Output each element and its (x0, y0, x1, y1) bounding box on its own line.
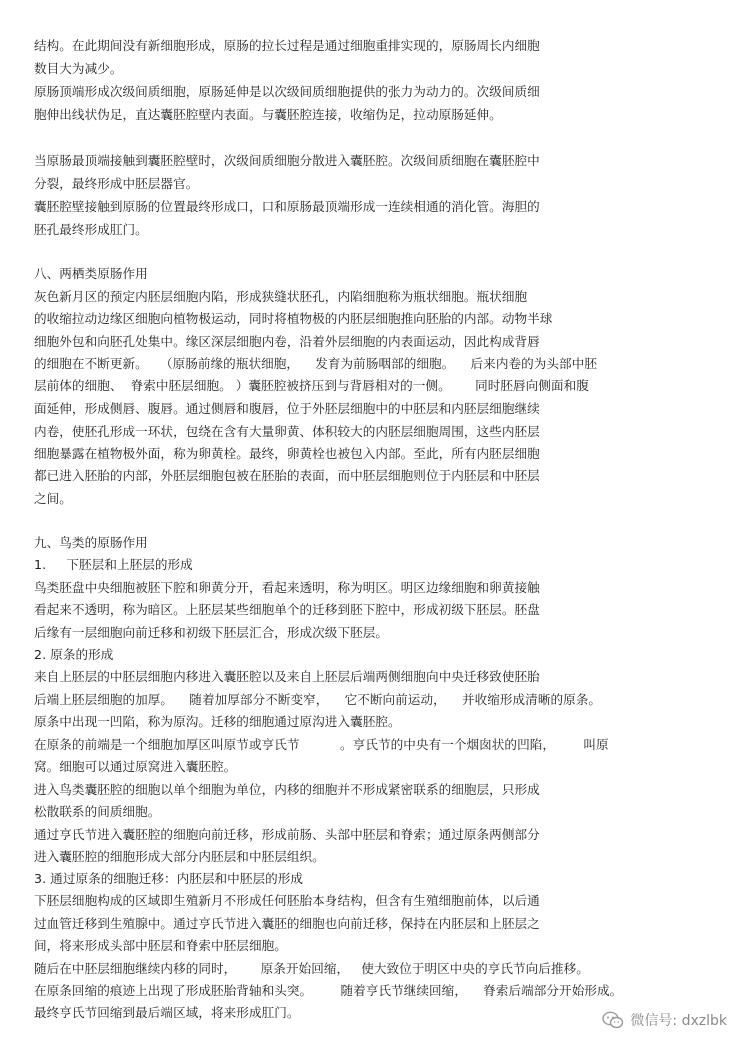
watermark (602, 1010, 727, 1030)
text-line: 来自上胚层的中胚层细胞内移进入囊胚腔以及来自上胚层后端两侧细胞向中央迁移致使胚胎 (34, 669, 540, 684)
text-line: 囊胚腔壁接触到原肠的位置最终形成口，口和原肠最顶端形成一连续相通的消化管。海胆的 (34, 199, 540, 214)
section-heading: 九、鸟类的原肠作用 (34, 535, 148, 550)
text-line: 在原条的前端是一个细胞加厚区叫原节或亨氏节 。亨氏节的中央有一个烟囱状的凹陷， 叫原 (34, 737, 609, 752)
text-line: 看起来不透明，称为暗区。上胚层某些细胞单个的迁移到胚下腔中，形成初级下胚层。胚盘 (34, 602, 540, 617)
text-line: 松散联系的间质细胞。 (34, 804, 161, 819)
text-line: 结构。在此期间没有新细胞形成，原肠的拉长过程是通过细胞重排实现的，原肠周长内细胞 (34, 38, 540, 53)
text-line: 进入鸟类囊胚腔的细胞以单个细胞为单位，内移的细胞并不形成紧密联系的细胞层，只形成 (34, 782, 540, 797)
text-line: 窝。细胞可以通过原窝进入囊胚腔。 (34, 759, 237, 774)
text-line: 下胚层细胞构成的区域即生殖新月不形成任何胚胎本身结构，但含有生殖细胞前体，以后通 (34, 893, 540, 908)
text-line: 间，将来形成头部中胚层和脊索中胚层细胞。 (34, 938, 287, 953)
text-line: 分裂，最终形成中胚层器官。 (34, 176, 199, 191)
subsection-heading: 1. 下胚层和上胚层的形成 (34, 557, 193, 572)
text-line: 当原肠最顶端接触到囊胚腔壁时，次级间质细胞分散进入囊胚腔。次级间质细胞在囊胚腔中 (34, 153, 540, 168)
text-line: 的细胞在不断更新。 （原肠前缘的瓶状细胞， 发育为前肠咽部的细胞。 后来内卷的为头部中胚 (34, 356, 597, 371)
text-line: 进入囊胚腔的细胞形成大部分内胚层和中胚层组织。 (34, 849, 325, 864)
text-line: 最终亨氏节回缩到最后端区域，将来形成肛门。 (34, 1005, 300, 1020)
text-line: 在原条回缩的痕迹上出现了形成胚胎背轴和头突。 随着亨氏节继续回缩， 脊索后端部分开始形成。 (34, 983, 623, 998)
text-line: 鸟类胚盘中央细胞被胚下腔和卵黄分开，看起来透明，称为明区。明区边缘细胞和卵黄接触 (34, 580, 540, 595)
text-line: 原条中出现一凹陷，称为原沟。迁移的细胞通过原沟进入囊胚腔。 (34, 714, 401, 729)
subsection-heading: 3. 通过原条的细胞迁移：内胚层和中胚层的形成 (34, 871, 304, 886)
text-line: 层前体的细胞、 脊索中胚层细胞。 ）囊胚腔被挤压到与背唇相对的一侧。 同时胚唇向侧面和腹 (34, 378, 589, 393)
section-heading: 八、两栖类原肠作用 (34, 266, 148, 281)
text-line: 灰色新月区的预定内胚层细胞内陷，形成狭缝状胚孔，内陷细胞称为瓶状细胞。瓶状细胞 (34, 289, 528, 304)
text-line: 胞伸出线状伪足，直达囊胚腔壁内表面。与囊胚腔连接，收缩伪足，拉动原肠延伸。 (34, 107, 502, 122)
subsection-heading: 2. 原条的形成 (34, 647, 114, 662)
text-line: 原肠顶端形成次级间质细胞，原肠延伸是以次级间质细胞提供的张力为动力的。次级间质细 (34, 84, 540, 99)
text-line: 细胞暴露在植物极外面，称为卵黄栓。最终，卵黄栓也被包入内部。至此，所有内胚层细胞 (34, 446, 540, 461)
text-line: 胚孔最终形成肛门。 (34, 222, 148, 237)
text-line: 面延伸，形成侧唇、腹唇。通过侧唇和腹唇，位于外胚层细胞中的中胚层和内胚层细胞继续 (34, 401, 540, 416)
wechat-icon (602, 1011, 624, 1029)
text-line: 通过亨氏节进入囊胚腔的细胞向前迁移，形成前肠、头部中胚层和脊索；通过原条两侧部分 (34, 827, 540, 842)
text-line: 之间。 (34, 491, 72, 506)
text-line: 后缘有一层细胞向前迁移和初级下胚层汇合，形成次级下胚层。 (34, 625, 389, 640)
text-line: 后端上胚层细胞的加厚。 随着加厚部分不断变窄， 它不断向前运动， 并收缩形成清晰的原条。 (34, 692, 602, 707)
text-line: 随后在中胚层细胞继续内移的同时， 原条开始回缩， 使大致位于明区中央的亨氏节向后推移。 (34, 961, 589, 976)
text-line: 数目大为减少。 (34, 61, 123, 76)
watermark-text: 微信号: dxzlbk (630, 1013, 727, 1029)
text-line: 都已进入胚胎的内部，外胚层细胞包被在胚胎的表面，而中胚层细胞则位于内胚层和中胚层 (34, 468, 540, 483)
text-line: 细胞外包和向胚孔处集中。缘区深层细胞内卷，沿着外层细胞的内表面运动，因此构成背唇 (34, 334, 540, 349)
text-line: 过血管迁移到生殖腺中。通过亨氏节进入囊胚的细胞也向前迁移，保持在内胚层和上胚层之 (34, 916, 540, 931)
text-line: 内卷，使胚孔形成一环状，包绕在含有大量卵黄、体积较大的内胚层细胞周围，这些内胚层 (34, 424, 540, 439)
text-line: 的收缩拉动边缘区细胞向植物极运动，同时将植物极的内胚层细胞推向胚胎的内部。动物半球 (34, 311, 553, 326)
